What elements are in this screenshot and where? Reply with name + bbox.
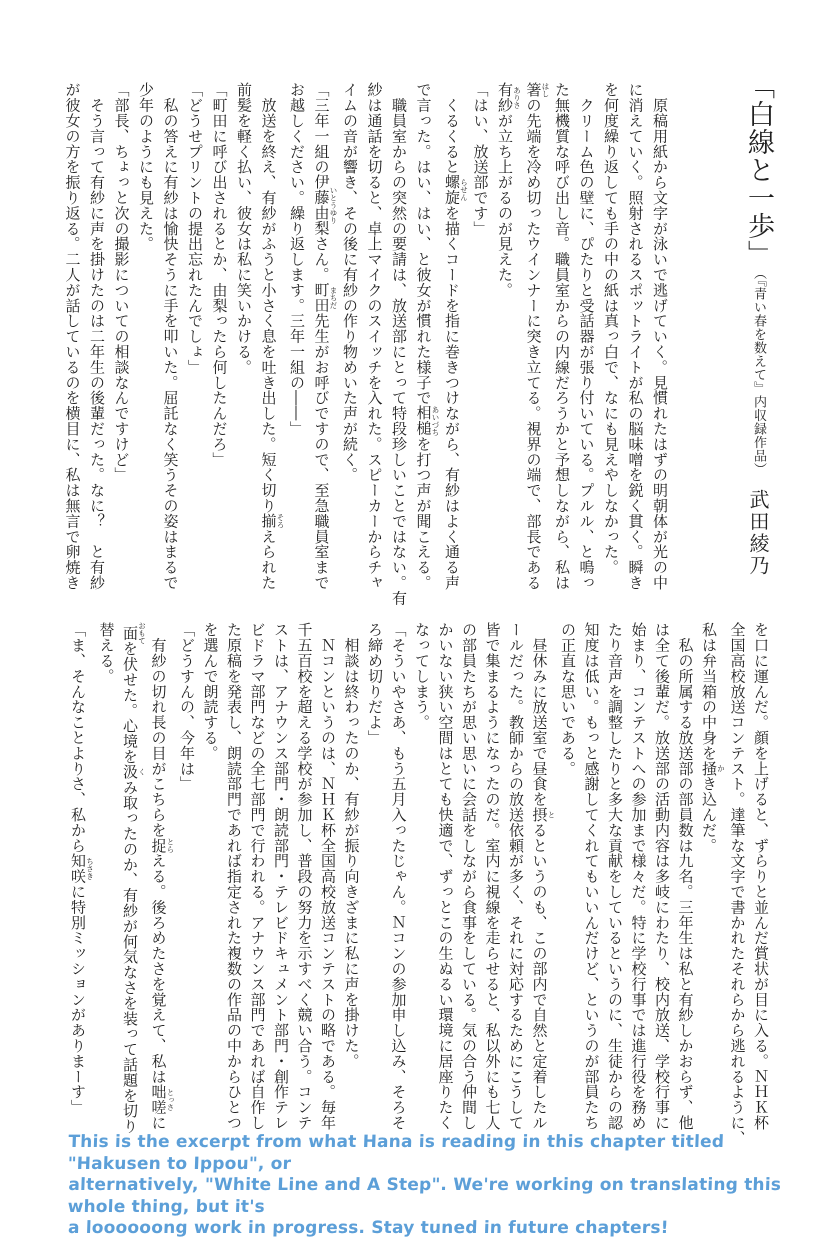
text-line: 「そういやさあ、もう五月入ったじゃん。Ｎコンの参加申し込み、そろそ — [389, 622, 408, 1131]
text-line: イムの音が響き、その後に有紗の作り物めいた声が続く。 — [341, 82, 359, 483]
text-line: で言った。はい、はい、と彼女が慣れた様子で相槌あいづちを打つ声が聞こえる。 — [414, 82, 440, 591]
text-line: ろ締め切りだよ」 — [366, 622, 384, 746]
text-line: は全て後輩だ。放送部の活動内容は多岐にわたり、校内放送、学校行事に — [653, 622, 671, 1131]
text-line: Ｎコンというのは、ＮＨＫ杯全国高校放送コンテストの略である。毎年 — [319, 622, 337, 1131]
text-line: を口に運んだ。顔を上げると、ずらりと並んだ賞状が目に入る。ＮＨＫ杯 — [752, 622, 770, 1131]
text-line: そう言って有紗に声を掛けたのは二年生の後輩だった。なに？ と有紗 — [88, 82, 106, 591]
bottom-text-block — [66, 622, 773, 1146]
text-line: かいない狭い空間はとても快適で、ずっとこの生ぬるい環境に居座りたく — [436, 622, 455, 1131]
text-line: が彼女の方を振り返る。二人が話しているのを横目に、私は無言で卵焼き — [63, 82, 82, 591]
text-line: 少年のようにも見えた。 — [137, 82, 155, 252]
text-line: を何度繰り返しても手の中の紙は真っ白で、なにも見えやしなかった。 — [602, 82, 620, 575]
text-line: 知度は低い。もっと感謝してくれてもいいんだけど、というのが部員たち — [582, 622, 601, 1131]
translator-note-line: This is the excerpt from what Hana is reading in this chapter titled "Hakusen to Ippou", or — [67, 1132, 725, 1174]
text-line: 原稿用紙から文字が泳いで逃げていく。見慣れたはずの明朝体が光の中 — [651, 82, 669, 591]
text-line: 「どうせプリントの提出忘れたんでしょ」 — [186, 82, 204, 375]
text-line: 職員室からの突然の要請は、放送部にとって特段珍しいことではない。有 — [390, 82, 408, 606]
text-line: ストは、アナウンス部門・朗読部門・テレビドキュメント部門・創作テレ — [272, 622, 290, 1131]
text-line: 皆で集まるようになったのだ。室内に視線を走らせると、私以外にも七人 — [483, 622, 502, 1131]
text-line: 「はい、放送部です」 — [471, 82, 490, 236]
text-line: 昼休みに放送室で昼食を摂とるというのも、この部内で自然と定着したル — [530, 622, 556, 1131]
text-line: お越しください。繰り返します。三年一組の――」 — [288, 82, 306, 437]
text-line: 箸はしの先端を冷め切ったウインナーに突き立てる。視界の端で、部長である — [524, 82, 550, 591]
text-line: 替える。 — [97, 622, 116, 684]
text-line: 「部長、ちょっと次の撮影についての相談なんですけど」 — [112, 82, 131, 483]
text-line: た無機質な呼び出し音。職員室からの内線だろうかと予想しながら、私は — [553, 82, 571, 591]
text-line: 「町田に呼び出されるとか、由梨ったら何したんだろ」 — [210, 82, 229, 467]
text-line: 放送を終え、有紗がふうと小さく息を吐き出した。短く切り揃そろえられた — [259, 82, 285, 591]
text-line: ールだった。教師からの放送依頼が多く、それに対応するためにこうして — [507, 622, 525, 1131]
author-name: 武田綾乃 — [746, 489, 770, 577]
text-line: クリーム色の壁に、ぴたりと受話器が張り付いている。プルル、と鳴っ — [577, 82, 596, 591]
translator-note-line: a loooooong work in progress. Stay tuned in future chapters! — [67, 1218, 670, 1238]
text-line: なってしまう。 — [413, 622, 431, 730]
text-line: 前髪を軽く払い、彼女は私に笑いかける。 — [235, 82, 253, 375]
text-line: た原稿を発表し、朗読部門であれば指定された複数の作品の中からひとつ — [225, 622, 243, 1131]
text-line: 私は弁当箱の中身を掻かき込んだ。 — [700, 622, 726, 854]
text-line: 私の答えに有紗は愉快そうに手を叩いた。屈託なく笑うその姿はまるで — [161, 82, 180, 591]
text-line: に消えていく。照射されるスポットライトが私の脳味噌を鋭く貫く。瞬き — [626, 82, 645, 591]
text-line: たり音声を調整したりと多大な貢献をしているというのに、生徒からの認 — [606, 622, 624, 1131]
text-line: 相談は終わったのか、有紗が振り向きざまに私に声を掛けた。 — [342, 622, 361, 1069]
text-line: 面おもてを伏せた。心境を汲くみ取ったのか、有紗が何気なさを装って話題を切り — [121, 622, 147, 1134]
text-line: 全国高校放送コンテスト。達筆な文字で書かれたそれらから逃れるように、 — [728, 622, 747, 1146]
translator-note — [68, 1132, 798, 1240]
text-line: 有紗ありさが立ち上がるのが見えた。 — [496, 82, 522, 298]
text-line: くるくると螺旋らせんを描くコードを指に巻きつけながら、有紗はよく通る声 — [443, 82, 469, 591]
story-title: 「白線と一歩」 — [743, 72, 774, 268]
text-line: 始まり、コンテストへの参加まで様々だ。特に学校行事では進行役を務め — [629, 622, 648, 1131]
text-line: 「ま、そんなことよりさ、私から知咲ちさきに特別ミッションがありまーす」 — [69, 622, 95, 1115]
text-line: を選んで朗読する。 — [201, 622, 220, 761]
story-subtitle: （『青い春を数えて』内収録作品） — [751, 273, 766, 476]
text-line: 「三年一組の伊藤由梨いとうゆりさん。町田まちだ先生がお呼びですので、至急職員室まで — [312, 82, 338, 591]
text-line: 紗は通話を切ると、卓上マイクのスイッチを入れた。スピーカーからチャ — [365, 82, 384, 591]
text-line: 「どうすんの、今年は」 — [178, 622, 196, 792]
text-line: の正直な思いである。 — [559, 622, 577, 776]
text-line: ビドラマ部門などの全七部門で行われる。アナウンス部門であれば自作し — [248, 622, 267, 1131]
translator-note-line: alternatively, "White Line and A Step". We're working on translating this whole thing, but it's — [67, 1175, 782, 1217]
text-line: 私の所属する放送部の部員数は九名。三年生は私と有紗しかおらず、他 — [676, 622, 695, 1131]
text-line: の部員たちが思い思いに会話をしながら食事をしている。気の合う仲間し — [460, 622, 478, 1131]
top-text-block — [60, 82, 672, 606]
text-line: 有紗の切れ長の目がこちらを捉とらえる。後ろめたさを覚えて、私は咄嗟とっさに — [149, 622, 175, 1131]
text-line: 千五百校を超える学校が参加し、普段の努力を示すべく競い合う。コンテ — [295, 622, 314, 1131]
